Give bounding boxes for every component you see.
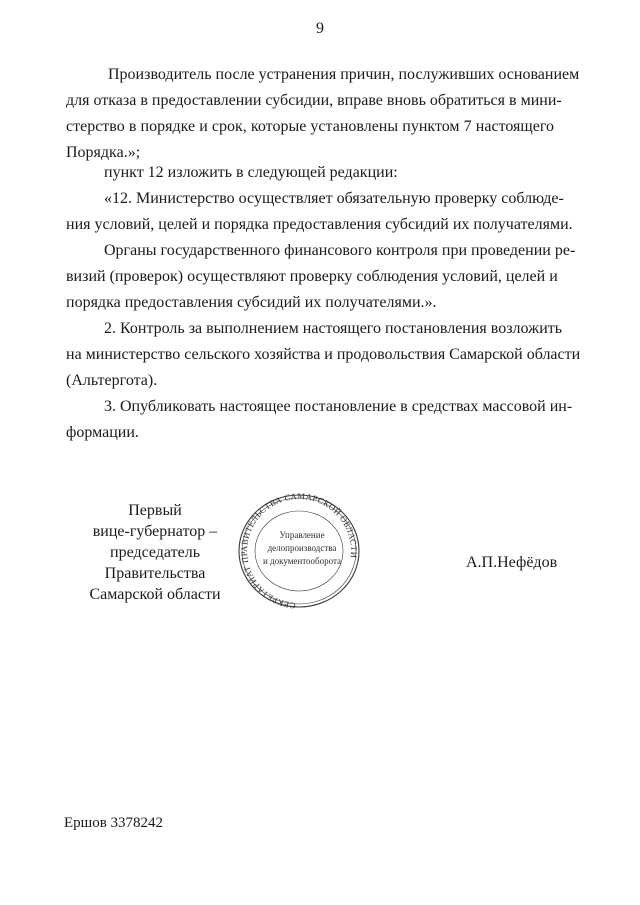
text-line: визий (проверок) осуществляют проверку соблюдения условий, целей и xyxy=(66,268,558,285)
text-line: ния условий, целей и порядка предоставления субсидий их получателями. xyxy=(66,216,573,233)
stamp-line: Управление xyxy=(279,530,325,540)
text-line: «12. Министерство осуществляет обязательную проверку соблюде- xyxy=(104,190,564,207)
stamp-ring-text: СЕКРЕТАРИАТ ПРАВИТЕЛЬСТВА САМАРСКОЙ ОБЛАСТИ xyxy=(238,490,360,610)
paragraph-clause-12-intro xyxy=(66,160,554,186)
signatory-title xyxy=(60,500,250,605)
text-line: стерство в порядке и срок, которые установлены пунктом 7 настоящего xyxy=(66,118,554,135)
text-line: 2. Контроль за выполнением настоящего постановления возложить xyxy=(104,320,563,337)
page-number: 9 xyxy=(316,20,324,37)
paragraph-item-2-control xyxy=(66,316,581,394)
paragraph-producer-reapply xyxy=(66,62,580,166)
text-line: порядка предоставления субсидий их получателями.». xyxy=(66,294,437,311)
text-line: (Альтергота). xyxy=(66,372,158,389)
text-line: Производитель после устранения причин, послуживших основанием xyxy=(108,66,580,83)
text-line: для отказа в предоставлении субсидии, вправе вновь обратиться в мини- xyxy=(66,92,562,109)
stamp-line: и документооборота xyxy=(262,556,342,566)
signatory-title-line: председатель Правительства xyxy=(104,544,206,582)
text-line: 3. Опубликовать настоящее постановление в средствах массовой ин- xyxy=(104,398,573,415)
paragraph-item-3-publish xyxy=(66,394,573,446)
executor-contact: Ершов 3378242 xyxy=(64,815,164,831)
text-line: пункт 12 изложить в следующей редакции: xyxy=(104,164,398,181)
signatory-title-line: вице-губернатор – xyxy=(92,523,218,540)
text-line: Органы государственного финансового контроля при проведении ре- xyxy=(104,242,576,259)
text-line: Порядка.»; xyxy=(66,144,141,161)
paragraph-financial-control xyxy=(66,238,576,316)
signer-name: А.П.Нефёдов xyxy=(466,554,558,571)
stamp-line: делопроизводства xyxy=(267,543,337,553)
signatory-title-line: Первый xyxy=(128,502,182,519)
paragraph-clause-12 xyxy=(66,186,573,238)
official-stamp xyxy=(234,490,364,610)
text-line: формации. xyxy=(66,424,139,441)
text-line: на министерство сельского хозяйства и продовольствия Самарской области xyxy=(66,346,581,363)
signatory-title-line: Самарской области xyxy=(89,586,221,603)
